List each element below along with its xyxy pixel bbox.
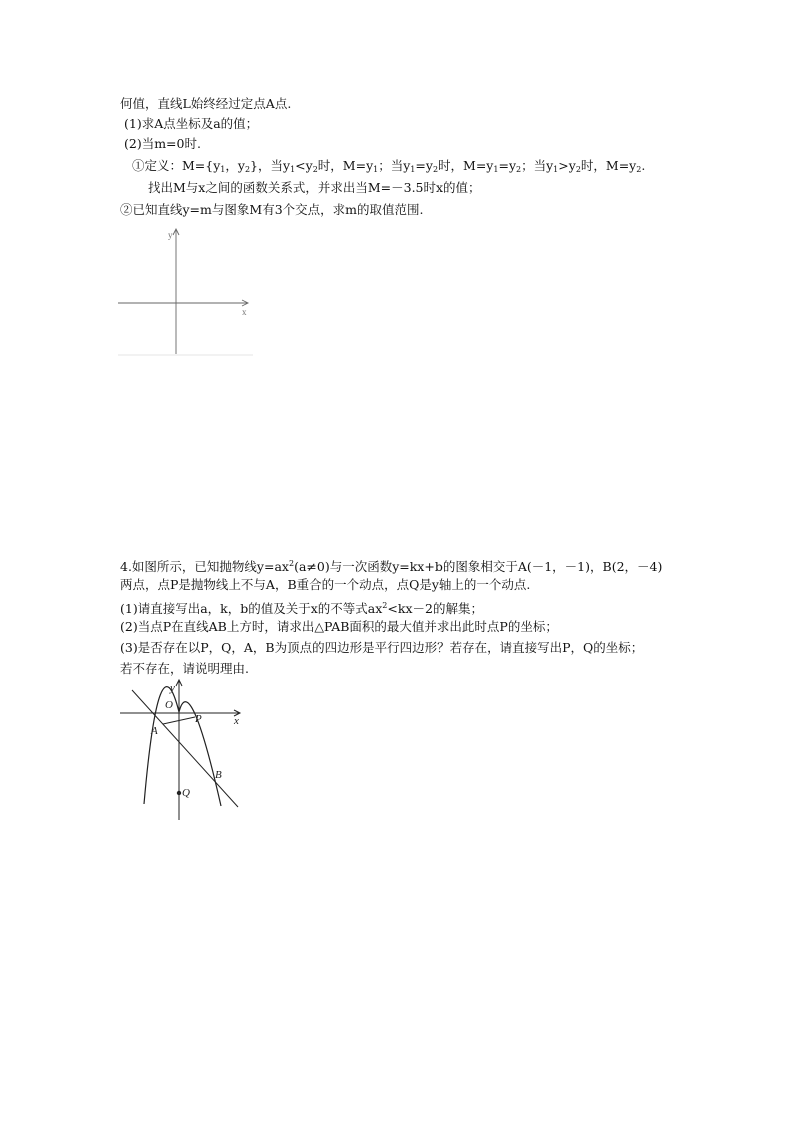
subscript: 2 — [432, 165, 439, 174]
p3-question-2b: ②已知直线y=m与图象M有3个交点，求m的取值范围. — [120, 202, 424, 217]
def-text: =y — [415, 158, 433, 173]
def-text: >y — [558, 158, 576, 173]
p4-text: 4.如图所示，已知抛物线y=ax — [120, 559, 289, 574]
def-text: . — [641, 158, 646, 173]
def-text: 时，M=y — [317, 158, 374, 173]
p3-find-relation: 找出M与x之间的函数关系式，并求出当M=－3.5时x的值； — [148, 180, 481, 195]
point-b-label: B — [215, 769, 222, 781]
def-text: ；当y — [521, 158, 554, 173]
p3-axes-figure — [118, 226, 258, 358]
p4-text: <kx－2的解集； — [387, 601, 483, 616]
p4-figure — [118, 674, 252, 824]
subscript: 1 — [220, 165, 226, 174]
p4-line-3 — [120, 598, 483, 617]
subscript: 1 — [410, 165, 416, 174]
superscript: 2 — [288, 559, 295, 568]
p4-line-4: (2)当点P在直线AB上方时，请求出△PAB面积的最大值并求出此时点P的坐标； — [120, 619, 558, 634]
x-axis-label: x — [234, 715, 239, 727]
p4-line-5: (3)是否存在以P，Q，A，B为顶点的四边形是平行四边形？若存在，请直接写出P，Q的坐标； — [120, 640, 644, 655]
subscript: 1 — [553, 165, 559, 174]
point-q-dot — [177, 791, 181, 795]
p3-definition — [132, 158, 645, 178]
p4-line-2: 两点，点P是抛物线上不与A，B重合的一个动点，点Q是y轴上的一个动点. — [120, 577, 531, 592]
y-axis-label: y — [168, 230, 173, 240]
x-axis-label: x — [242, 307, 247, 317]
subscript: 2 — [516, 165, 522, 174]
p3-intro: 何值，直线L始终经过定点A点. — [120, 96, 292, 111]
p4-text: (1)请直接写出a，k，b的值及关于x的不等式ax — [120, 601, 383, 616]
subscript: 1 — [493, 165, 499, 174]
p4-line-1 — [120, 556, 662, 575]
def-text: =y — [498, 158, 517, 173]
y-axis-label: y — [170, 682, 175, 694]
def-text: <y — [295, 158, 313, 173]
def-text: ；当y — [378, 158, 411, 173]
p3-question-2: (2)当m=0时. — [124, 136, 201, 151]
def-text: ①定义：M={y — [132, 158, 221, 173]
origin-label: O — [165, 699, 173, 711]
p4-line-6: 若不存在，请说明理由. — [120, 661, 249, 676]
subscript: 1 — [290, 165, 296, 174]
point-p-label: P — [195, 713, 202, 725]
def-text: 时，M=y — [438, 158, 494, 173]
subscript: 1 — [373, 165, 379, 174]
superscript: 2 — [382, 601, 388, 610]
point-a-label: A — [151, 725, 158, 737]
subscript: 2 — [636, 165, 642, 174]
subscript: 2 — [244, 165, 251, 174]
subscript: 2 — [575, 165, 581, 174]
p3-question-1: (1)求A点坐标及a的值； — [124, 116, 259, 131]
def-text: }，当y — [250, 158, 291, 173]
def-text: ，y — [225, 158, 245, 173]
subscript: 2 — [312, 165, 318, 174]
point-q-label: Q — [182, 787, 190, 799]
p4-text: (a≠0)与一次函数y=kx+b的图象相交于A(－1，－1)，B(2，－4) — [294, 559, 663, 574]
def-text: 时，M=y — [580, 158, 637, 173]
